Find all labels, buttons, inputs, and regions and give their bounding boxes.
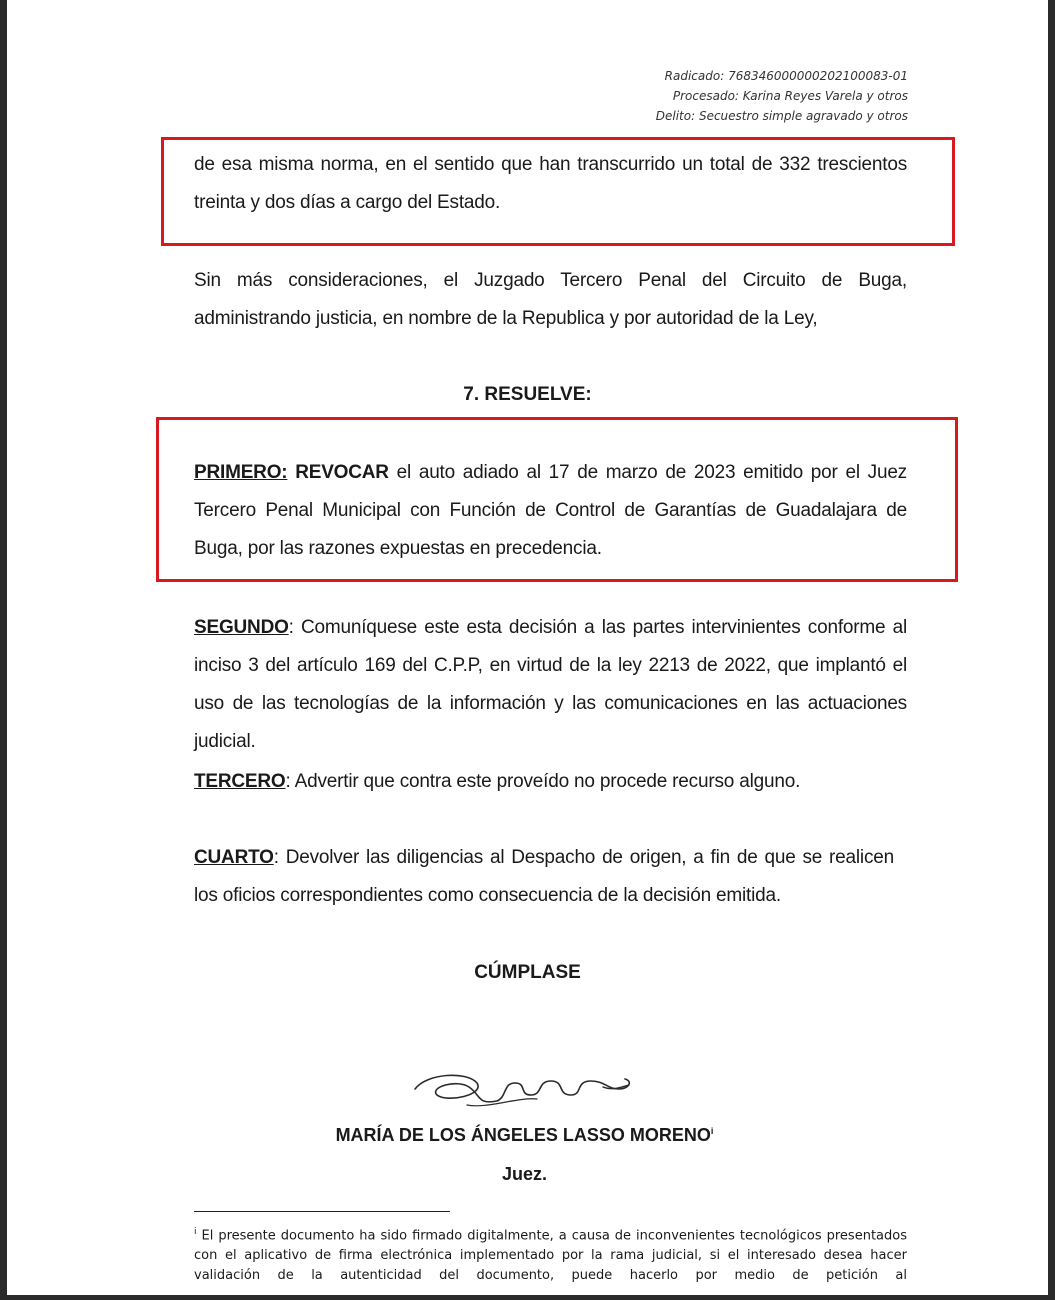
text-cuarto: : Devolver las diligencias al Despacho de origen, a fin de que se realicen los oficios correspondientes como consecuencia de la decisión emitida. xyxy=(194,847,894,906)
viewer-frame-bottom xyxy=(0,1295,1055,1300)
cumplase-heading: CÚMPLASE xyxy=(474,962,581,983)
paragraph-segundo xyxy=(194,609,907,761)
paragraph-days-count: de esa misma norma, en el sentido que han transcurrido un total de 332 trescientos treinta y dos días a cargo del Estado. xyxy=(194,154,907,213)
viewer-frame-left xyxy=(0,0,7,1300)
signer-footnote-marker: i xyxy=(710,1126,714,1136)
text-primero: el auto adiado al 17 de marzo de 2023 emitido por el Juez Tercero Penal Municipal con Función de Control de Garantías de Guadalajara de Buga, por las razones expuestas en precedencia. xyxy=(194,462,907,559)
footnote-marker: i xyxy=(194,1227,197,1237)
document-page xyxy=(7,0,1048,1295)
label-cuarto: CUARTO xyxy=(194,847,274,868)
label-primero: PRIMERO: xyxy=(194,462,288,483)
label-tercero: TERCERO xyxy=(194,771,286,792)
header-delito: Delito: Secuestro simple agravado y otros xyxy=(655,109,908,123)
signer-name-text: MARÍA DE LOS ÁNGELES LASSO MORENO xyxy=(335,1125,711,1145)
section-heading-resuelve: 7. RESUELVE: xyxy=(463,384,592,405)
signer-role: Juez. xyxy=(501,1164,548,1184)
paragraph-primero xyxy=(194,454,907,568)
paragraph-cuarto xyxy=(194,839,894,915)
header-radicado: Radicado: 768346000000202100083-01 xyxy=(664,69,908,83)
handwritten-signature xyxy=(407,1065,647,1115)
label-segundo: SEGUNDO xyxy=(194,617,289,638)
footnote xyxy=(194,1222,907,1286)
paragraph-tercero xyxy=(194,763,907,801)
paragraph-considerations: Sin más consideraciones, el Juzgado Tercero Penal del Circuito de Buga, administrando justicia, en nombre de la Republica y por autoridad de la Ley, xyxy=(194,270,907,329)
text-segundo: : Comuníquese este esta decisión a las partes intervinientes conforme al inciso 3 del artículo 169 del C.P.P, en virtud de la ley 2213 de 2022, que implantó el uso de las tecnologías de la información y las comunicaciones en las actuaciones judicial. xyxy=(194,617,907,752)
viewer-frame-right xyxy=(1048,0,1055,1300)
text-tercero: : Advertir que contra este proveído no procede recurso alguno. xyxy=(285,771,801,792)
action-revocar: REVOCAR xyxy=(295,462,389,483)
header-procesado: Procesado: Karina Reyes Varela y otros xyxy=(672,89,908,103)
footnote-divider xyxy=(194,1211,450,1212)
case-header xyxy=(656,66,908,126)
signer-name xyxy=(7,1125,1045,1146)
footnote-text: El presente documento ha sido firmado digitalmente, a causa de inconvenientes tecnológicos presentados con el aplicativo de firma electrónica implementado por la rama judicial, si el interesado desea hacer validación de la autenticidad del documento, puede hacerlo por medio de petición al xyxy=(194,1228,907,1284)
